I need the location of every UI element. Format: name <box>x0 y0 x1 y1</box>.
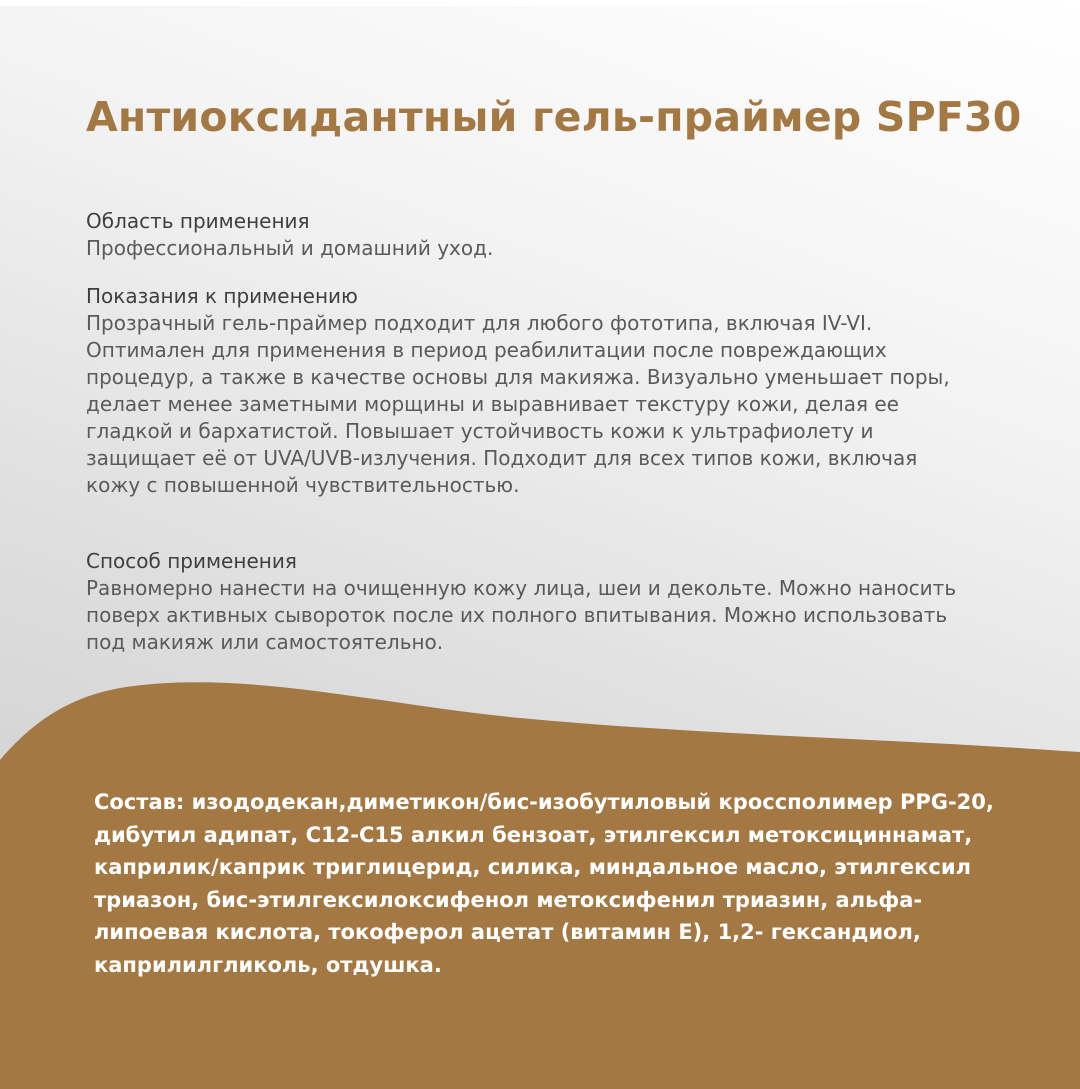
section-heading: Способ применения <box>86 549 297 573</box>
section-heading: Область применения <box>86 209 310 233</box>
section-text: Профессиональный и домашний уход. <box>86 236 494 260</box>
section-heading: Показания к применению <box>86 284 358 308</box>
section-text: Равномерно нанести на очищенную кожу лица, шеи и декольте. Можно наносить поверх активных сывороток после их полного впитывания. Можно использовать под макияж или самостоятельно. <box>86 576 957 654</box>
composition-label: Состав: <box>94 790 185 814</box>
product-title: Антиоксидантный гель-праймер SPF30 <box>86 93 1022 141</box>
section-text: Прозрачный гель-праймер подходит для любого фототипа, включая IV-VI. Оптимален для применения в период реабилитации после повреждающих процедур, а также в качестве основы для макияжа. Визуально уменьшает поры, делает менее заметными морщины и выравнивает текстуру кожи, делая ее гладкой и бархатистой. Повышает устойчивость кожи к ультрафиолету и защищает её от UVA/UVB-излучения. Подходит для всех типов кожи, включая кожу с повышенной чувствительностью. <box>86 311 950 497</box>
composition-text: изододекан,диметикон/бис-изобутиловый кроссполимер PPG-20, дибутил адипат, C12-C15 алкил бензоат, этилгексил метоксициннамат, каприлик/каприк триглицерид, силика, миндальное масло, этилгексил триазон, бис-этилгексилоксифенол метоксифенил триазин, альфа-липоевая кислота, токоферол ацетат (витамин Е), 1,2- гександиол, каприлилгликоль, отдушка. <box>94 790 994 977</box>
composition-block <box>94 786 994 981</box>
